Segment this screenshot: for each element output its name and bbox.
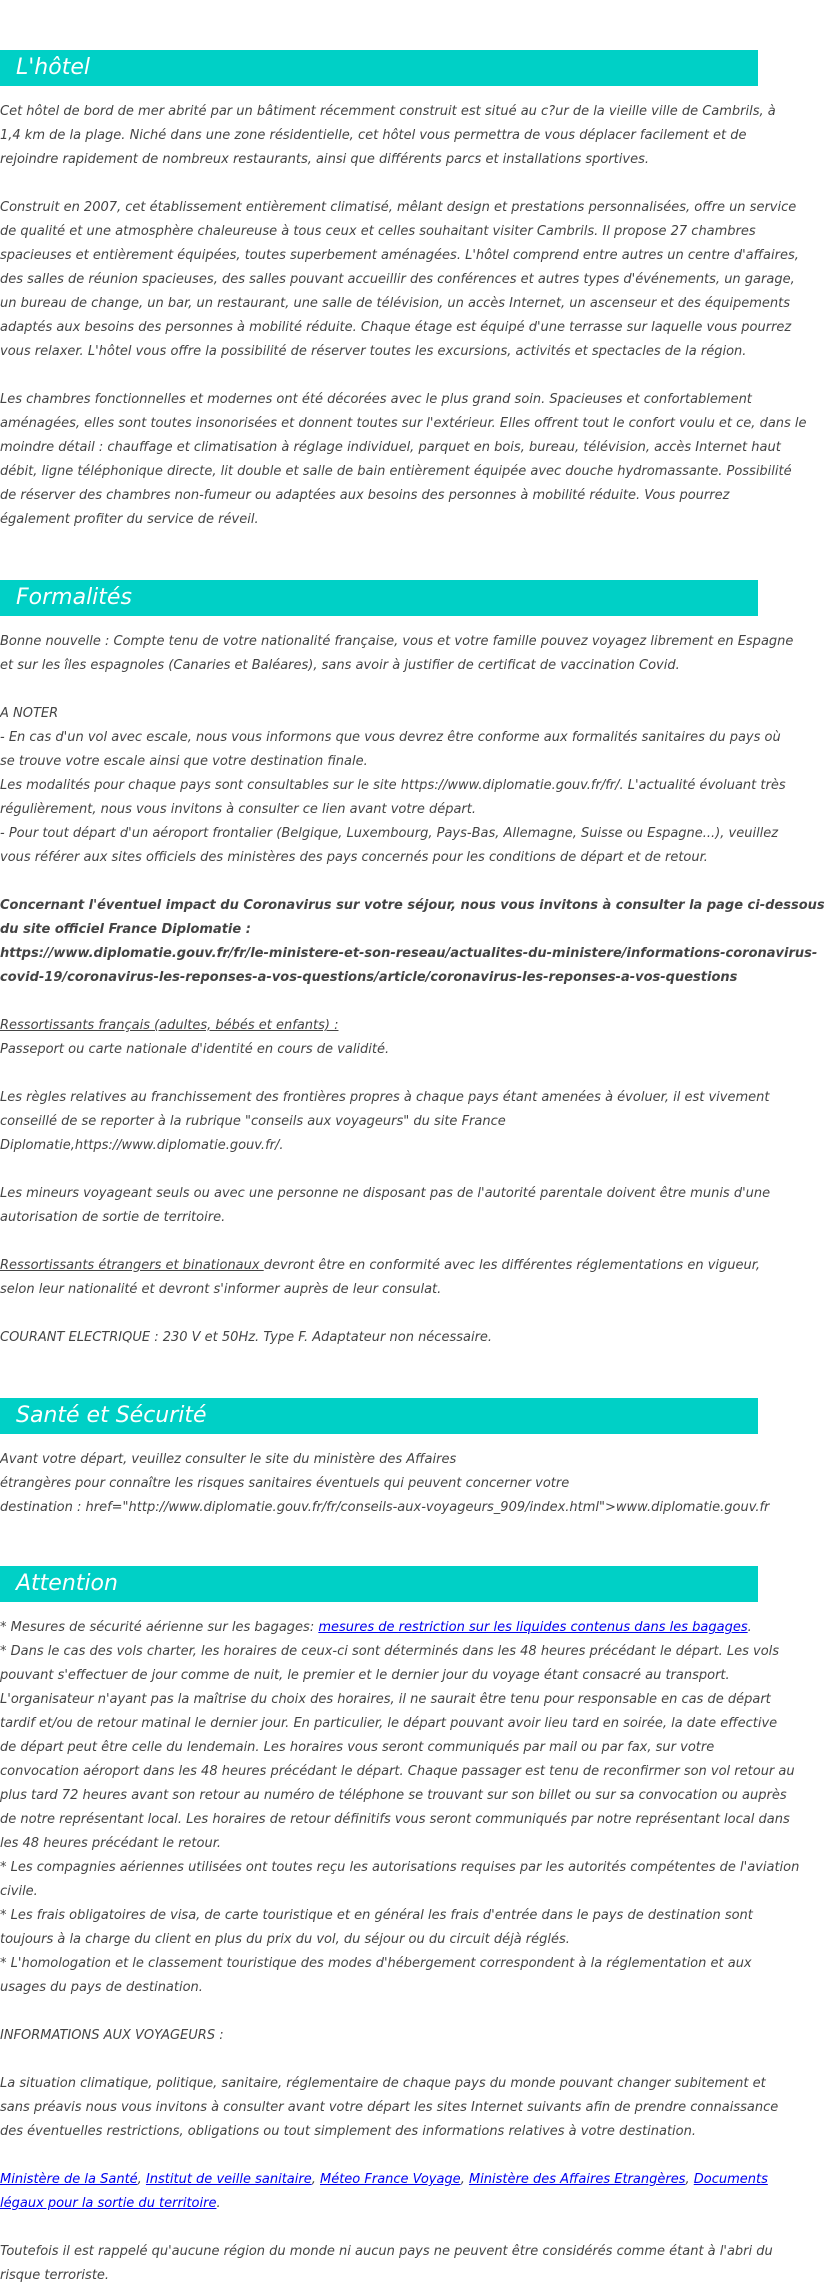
text-line: se trouve votre escale ainsi que votre destination finale. bbox=[0, 754, 368, 769]
section-formalites bbox=[0, 580, 825, 1374]
text-fragment: . bbox=[747, 1620, 752, 1635]
hotel-paragraph-2 bbox=[0, 196, 799, 364]
link-documents-legaux-cont[interactable]: légaux pour la sortie du territoire bbox=[0, 2196, 217, 2211]
text-line: débit, ligne téléphonique directe, lit double et salle de bain entièrement équipée avec douche hydromassante. Possibilité bbox=[0, 464, 792, 479]
link-ministere-sante[interactable]: Ministère de la Santé bbox=[0, 2172, 138, 2187]
text-line: tardif et/ou de retour matinal le dernier jour. En particulier, le départ pouvant avoir lieu tard en soirée, la date effective bbox=[0, 1716, 778, 1731]
text-fragment: . bbox=[216, 2196, 221, 2211]
text-line: civile. bbox=[0, 1884, 38, 1899]
separator: , bbox=[137, 2172, 146, 2187]
text-line: Cet hôtel de bord de mer abrité par un bâtiment récemment construit est situé au c?ur de la vieille ville de Cambrils, à bbox=[0, 104, 776, 119]
section-heading-formalites: Formalités bbox=[0, 580, 758, 616]
text-line: destination : href="http://www.diplomatie.gouv.fr/fr/conseils-aux-voyageurs_909/index.html">www.diplomatie.gouv.fr bbox=[0, 1500, 770, 1515]
text-line: covid-19/coronavirus-les-reponses-a-vos-questions/article/coronavirus-les-reponses-a-vos-questions bbox=[0, 970, 738, 985]
subheading: INFORMATIONS AUX VOYAGEURS : bbox=[0, 2028, 224, 2043]
liquid-restrictions-link[interactable]: mesures de restriction sur les liquides contenus dans les bagages bbox=[318, 1620, 748, 1635]
section-attention bbox=[0, 1566, 800, 2288]
text-line: du site officiel France Diplomatie : bbox=[0, 922, 251, 937]
text-line: Bonne nouvelle : Compte tenu de votre nationalité française, vous et votre famille pouvez voyagez librement en Espagne bbox=[0, 634, 794, 649]
formalites-etrangers bbox=[0, 1254, 761, 1302]
text-line: conseillé de se reporter à la rubrique "conseils aux voyageurs" du site France bbox=[0, 1114, 506, 1129]
text-line: selon leur nationalité et devront s'informer auprès de leur consulat. bbox=[0, 1282, 442, 1297]
text-line: aménagées, elles sont toutes insonorisées et donnent toutes sur l'extérieur. Elles offrent tout le confort voulu et ce, dans le bbox=[0, 416, 807, 431]
text-line: COURANT ELECTRIQUE : 230 V et 50Hz. Type F. Adaptateur non nécessaire. bbox=[0, 1330, 493, 1345]
text-line: pouvant s'effectuer de jour comme de nuit, le premier et le dernier jour du voyage étant consacré au transport. bbox=[0, 1668, 730, 1683]
formalites-ressortissants-francais bbox=[0, 1014, 758, 1062]
separator: , bbox=[311, 2172, 320, 2187]
text-line: et sur les îles espagnoles (Canaries et Baléares), sans avoir à justifier de certificat de vaccination Covid. bbox=[0, 658, 680, 673]
text-line: Toutefois il est rappelé qu'aucune région du monde ni aucun pays ne peuvent être considérés comme étant à l'abri du bbox=[0, 2244, 773, 2259]
text-line: - En cas d'un vol avec escale, nous vous informons que vous devrez être conforme aux formalités sanitaires du pays où bbox=[0, 730, 781, 745]
separator: , bbox=[460, 2172, 469, 2187]
text-line: moindre détail : chauffage et climatisation à réglage individuel, parquet en bois, bureau, télévision, accès Internet haut bbox=[0, 440, 781, 455]
text-line: Concernant l'éventuel impact du Coronavirus sur votre séjour, nous vous invitons à consulter la page ci-dessous bbox=[0, 898, 825, 913]
section-heading-sante: Santé et Sécurité bbox=[0, 1398, 758, 1434]
text-line: adaptés aux besoins des personnes à mobilité réduite. Chaque étage est équipé d'une terrasse sur laquelle vous pourrez bbox=[0, 320, 792, 335]
formalites-coronavirus bbox=[0, 894, 825, 990]
text-line: Les mineurs voyageant seuls ou avec une personne ne disposant pas de l'autorité parentale doivent être munis d'une bbox=[0, 1186, 771, 1201]
text-line: - Pour tout départ d'un aéroport frontalier (Belgique, Luxembourg, Pays-Bas, Allemagne, Suisse ou Espagne...), veuillez bbox=[0, 826, 779, 841]
subheading: Ressortissants étrangers et binationaux bbox=[0, 1258, 264, 1273]
section-heading-hotel: L'hôtel bbox=[0, 50, 758, 86]
text-line: Passeport ou carte nationale d'identité en cours de validité. bbox=[0, 1042, 390, 1057]
text-line: Diplomatie,https://www.diplomatie.gouv.fr/. bbox=[0, 1138, 284, 1153]
text-line: des salles de réunion spacieuses, des salles pouvant accueillir des conférences et autres types d'événements, un garage, bbox=[0, 272, 795, 287]
text-line: spacieuses et entièrement équipées, toutes superbement aménagées. L'hôtel comprend entre autres un centre d'affaires, bbox=[0, 248, 799, 263]
text-line: vous relaxer. L'hôtel vous offre la possibilité de réserver toutes les excursions, activités et spectacles de la région. bbox=[0, 344, 747, 359]
text-line: toujours à la charge du client en plus du prix du vol, du séjour ou du circuit déjà réglés. bbox=[0, 1932, 570, 1947]
text-line: L'organisateur n'ayant pas la maîtrise du choix des horaires, il ne saurait être tenu pour responsable en cas de départ bbox=[0, 1692, 771, 1707]
text-line bbox=[0, 2168, 768, 2192]
section-hotel bbox=[0, 50, 807, 556]
text-line: 1,4 km de la plage. Niché dans une zone résidentielle, cet hôtel vous permettra de vous déplacer facilement et de bbox=[0, 128, 747, 143]
hotel-paragraph-3 bbox=[0, 388, 807, 532]
text-line: A NOTER bbox=[0, 706, 59, 721]
text-line: sans préavis nous vous invitons à consulter avant votre départ les sites Internet suivants afin de prendre connaissance bbox=[0, 2100, 779, 2115]
formalites-regles bbox=[0, 1086, 770, 1158]
text-line: autorisation de sortie de territoire. bbox=[0, 1210, 226, 1225]
text-line: La situation climatique, politique, sanitaire, réglementaire de chaque pays du monde pouvant changer subitement et bbox=[0, 2076, 766, 2091]
link-institut-veille[interactable]: Institut de veille sanitaire bbox=[145, 2172, 312, 2187]
section-heading-attention: Attention bbox=[0, 1566, 758, 1602]
text-line: Construit en 2007, cet établissement entièrement climatisé, mêlant design et prestations personnalisées, offre un service bbox=[0, 200, 797, 215]
informations-voyageurs-paragraph bbox=[0, 2072, 779, 2144]
text-line: de réserver des chambres non-fumeur ou adaptées aux besoins des personnes à mobilité réduite. Vous pourrez bbox=[0, 488, 730, 503]
text-line: les 48 heures précédant le retour. bbox=[0, 1836, 221, 1851]
text-line bbox=[0, 2192, 758, 2216]
text-line: convocation aéroport dans les 48 heures précédant le départ. Chaque passager est tenu de reconfirmer son vol retour au bbox=[0, 1764, 795, 1779]
formalites-mineurs bbox=[0, 1182, 771, 1230]
section-sante bbox=[0, 1398, 770, 1544]
text-line: Les règles relatives au franchissement des frontières propres à chaque pays étant amenées à évoluer, il est vivement bbox=[0, 1090, 770, 1105]
text-line: https://www.diplomatie.gouv.fr/fr/le-ministere-et-son-reseau/actualites-du-ministere/informations-coronavirus- bbox=[0, 946, 818, 961]
text-line: Les chambres fonctionnelles et modernes ont été décorées avec le plus grand soin. Spacieuses et confortablement bbox=[0, 392, 752, 407]
text-line: Les modalités pour chaque pays sont consultables sur le site https://www.diplomatie.gouv.fr/fr/. L'actualité évoluant très bbox=[0, 778, 786, 793]
separator: , bbox=[685, 2172, 694, 2187]
text-fragment: * Mesures de sécurité aérienne sur les bagages: bbox=[0, 1620, 319, 1635]
link-documents-legaux[interactable]: Documents bbox=[693, 2172, 768, 2187]
text-line: également profiter du service de réveil. bbox=[0, 512, 259, 527]
text-line: régulièrement, nous vous invitons à consulter ce lien avant votre départ. bbox=[0, 802, 477, 817]
formalites-courant bbox=[0, 1326, 758, 1350]
sante-paragraph bbox=[0, 1448, 770, 1520]
text-line: étrangères pour connaître les risques sanitaires éventuels qui peuvent concerner votre bbox=[0, 1476, 570, 1491]
text-line: de notre représentant local. Les horaires de retour définitifs vous seront communiqués par notre représentant local dans bbox=[0, 1812, 790, 1827]
text-fragment: devront être en conformité avec les différentes réglementations en vigueur, bbox=[263, 1258, 761, 1273]
text-line: * Les compagnies aériennes utilisées ont toutes reçu les autorisations requises par les autorités compétentes de l'aviation bbox=[0, 1860, 800, 1875]
text-line: * Les frais obligatoires de visa, de carte touristique et en général les frais d'entrée dans le pays de destination sont bbox=[0, 1908, 753, 1923]
text-line: * L'homologation et le classement touristique des modes d'hébergement correspondent à la réglementation et aux bbox=[0, 1956, 752, 1971]
text-line bbox=[0, 1254, 761, 1278]
text-line: * Dans le cas des vols charter, les horaires de ceux-ci sont déterminés dans les 48 heures précédant le départ. Les vols bbox=[0, 1644, 780, 1659]
text-line: des éventuelles restrictions, obligations ou tout simplement des informations relatives à votre destination. bbox=[0, 2124, 696, 2139]
link-meteo-france[interactable]: Méteo France Voyage bbox=[319, 2172, 461, 2187]
text-line: Avant votre départ, veuillez consulter le site du ministère des Affaires bbox=[0, 1452, 457, 1467]
text-line: rejoindre rapidement de nombreux restaurants, ainsi que différents parcs et installations sportives. bbox=[0, 152, 649, 167]
useful-links bbox=[0, 2168, 768, 2216]
text-line: risque terroriste. bbox=[0, 2268, 110, 2283]
text-line: de qualité et une atmosphère chaleureuse à tous ceux et celles souhaitant visiter Cambrils. Il propose 27 chambres bbox=[0, 224, 756, 239]
text-line: un bureau de change, un bar, un restaurant, une salle de télévision, un accès Internet, un ascenseur et des équipements bbox=[0, 296, 791, 311]
link-affaires-etrangeres[interactable]: Ministère des Affaires Etrangères bbox=[468, 2172, 686, 2187]
formalites-note bbox=[0, 702, 786, 870]
text-line: usages du pays de destination. bbox=[0, 1980, 203, 1995]
text-line: plus tard 72 heures avant son retour au numéro de téléphone se trouvant sur son billet ou sur sa convocation ou auprès bbox=[0, 1788, 787, 1803]
informations-voyageurs-title bbox=[0, 2024, 758, 2048]
hotel-paragraph-1 bbox=[0, 100, 776, 172]
subheading: Ressortissants français (adultes, bébés et enfants) : bbox=[0, 1018, 339, 1033]
terrorism-note bbox=[0, 2240, 773, 2288]
formalites-paragraph-1 bbox=[0, 630, 794, 678]
text-line bbox=[0, 1616, 758, 1640]
text-line: de départ peut être celle du lendemain. Les horaires vous seront communiqués par mail ou par fax, sur votre bbox=[0, 1740, 715, 1755]
attention-list bbox=[0, 1616, 800, 2000]
text-line: vous référer aux sites officiels des ministères des pays concernés pour les conditions de départ et de retour. bbox=[0, 850, 708, 865]
